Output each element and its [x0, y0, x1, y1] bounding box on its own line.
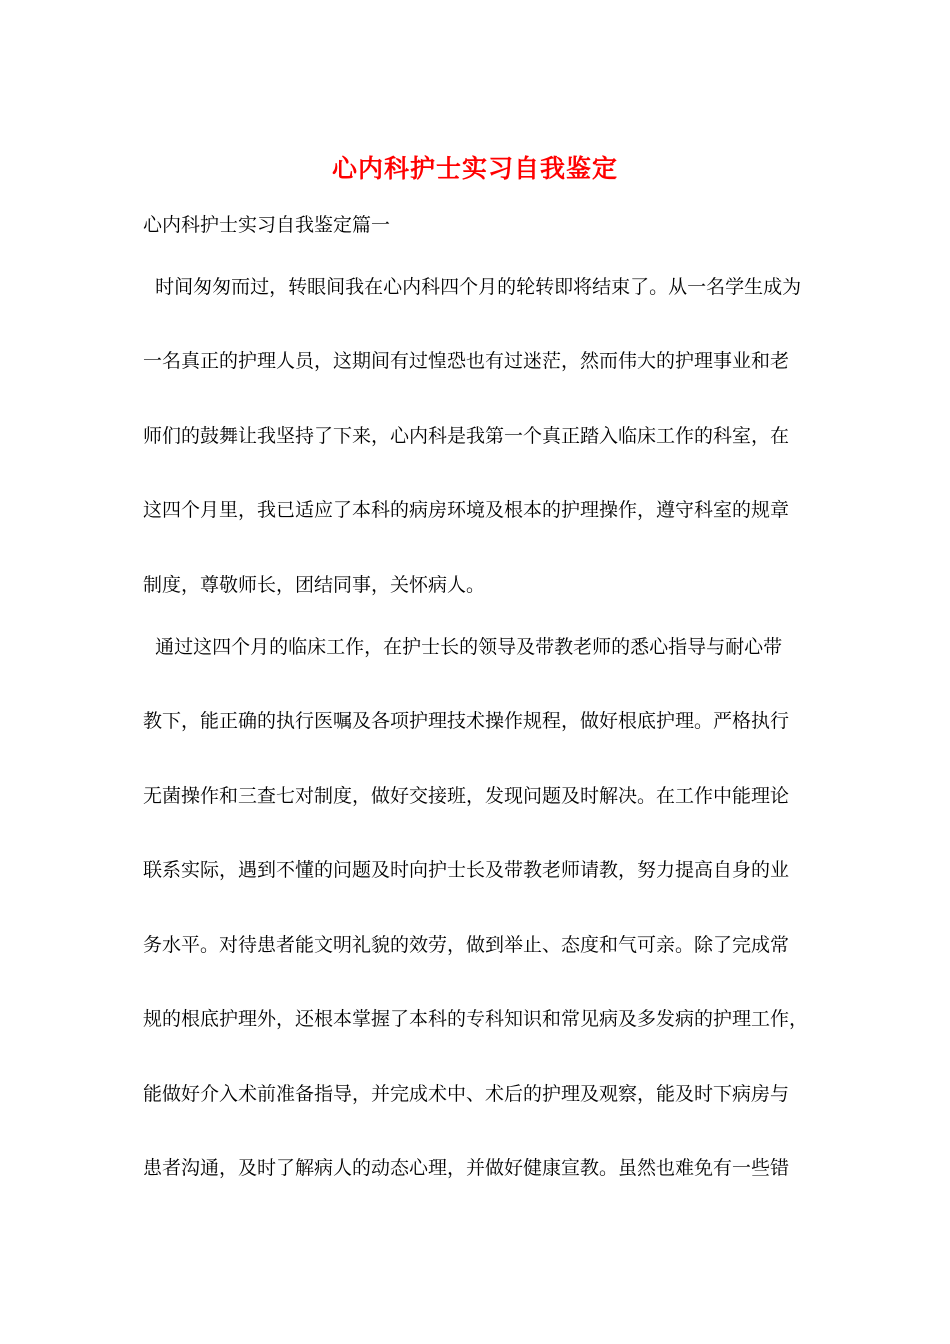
body-text-line: 无菌操作和三查七对制度，做好交接班，发现问题及时解决。在工作中能理论	[143, 785, 790, 807]
body-text-line: 一名真正的护理人员，这期间有过惶恐也有过迷茫，然而伟大的护理事业和老	[143, 350, 790, 372]
body-text-line: 务水平。对待患者能文明礼貌的效劳，做到举止、态度和气可亲。除了完成常	[143, 934, 790, 956]
body-text-line: 制度，尊敬师长，团结同事，关怀病人。	[143, 574, 486, 596]
body-text-line: 能做好介入术前准备指导，并完成术中、术后的护理及观察，能及时下病房与	[143, 1083, 790, 1105]
document-title: 心内科护士实习自我鉴定	[331, 154, 618, 183]
body-text-line: 联系实际，遇到不懂的问题及时向护士长及带教老师请教，努力提高自身的业	[143, 859, 790, 881]
body-text-line: 时间匆匆而过，转眼间我在心内科四个月的轮转即将结束了。从一名学生成为	[143, 276, 802, 298]
body-text-line: 这四个月里，我已适应了本科的病房环境及根本的护理操作，遵守科室的规章	[143, 499, 790, 521]
section-heading: 心内科护士实习自我鉴定篇一	[143, 214, 391, 236]
body-text-line: 患者沟通，及时了解病人的动态心理，并做好健康宣教。虽然也难免有一些错	[143, 1157, 790, 1179]
body-text-line: 师们的鼓舞让我坚持了下来，心内科是我第一个真正踏入临床工作的科室，在	[143, 425, 790, 447]
body-text-line: 通过这四个月的临床工作，在护士长的领导及带教老师的悉心指导与耐心带	[143, 636, 783, 658]
body-text-line: 规的根底护理外，还根本掌握了本科的专科知识和常见病及多发病的护理工作，	[143, 1008, 809, 1030]
body-text-line: 教下，能正确的执行医嘱及各项护理技术操作规程，做好根底护理。严格执行	[143, 710, 790, 732]
